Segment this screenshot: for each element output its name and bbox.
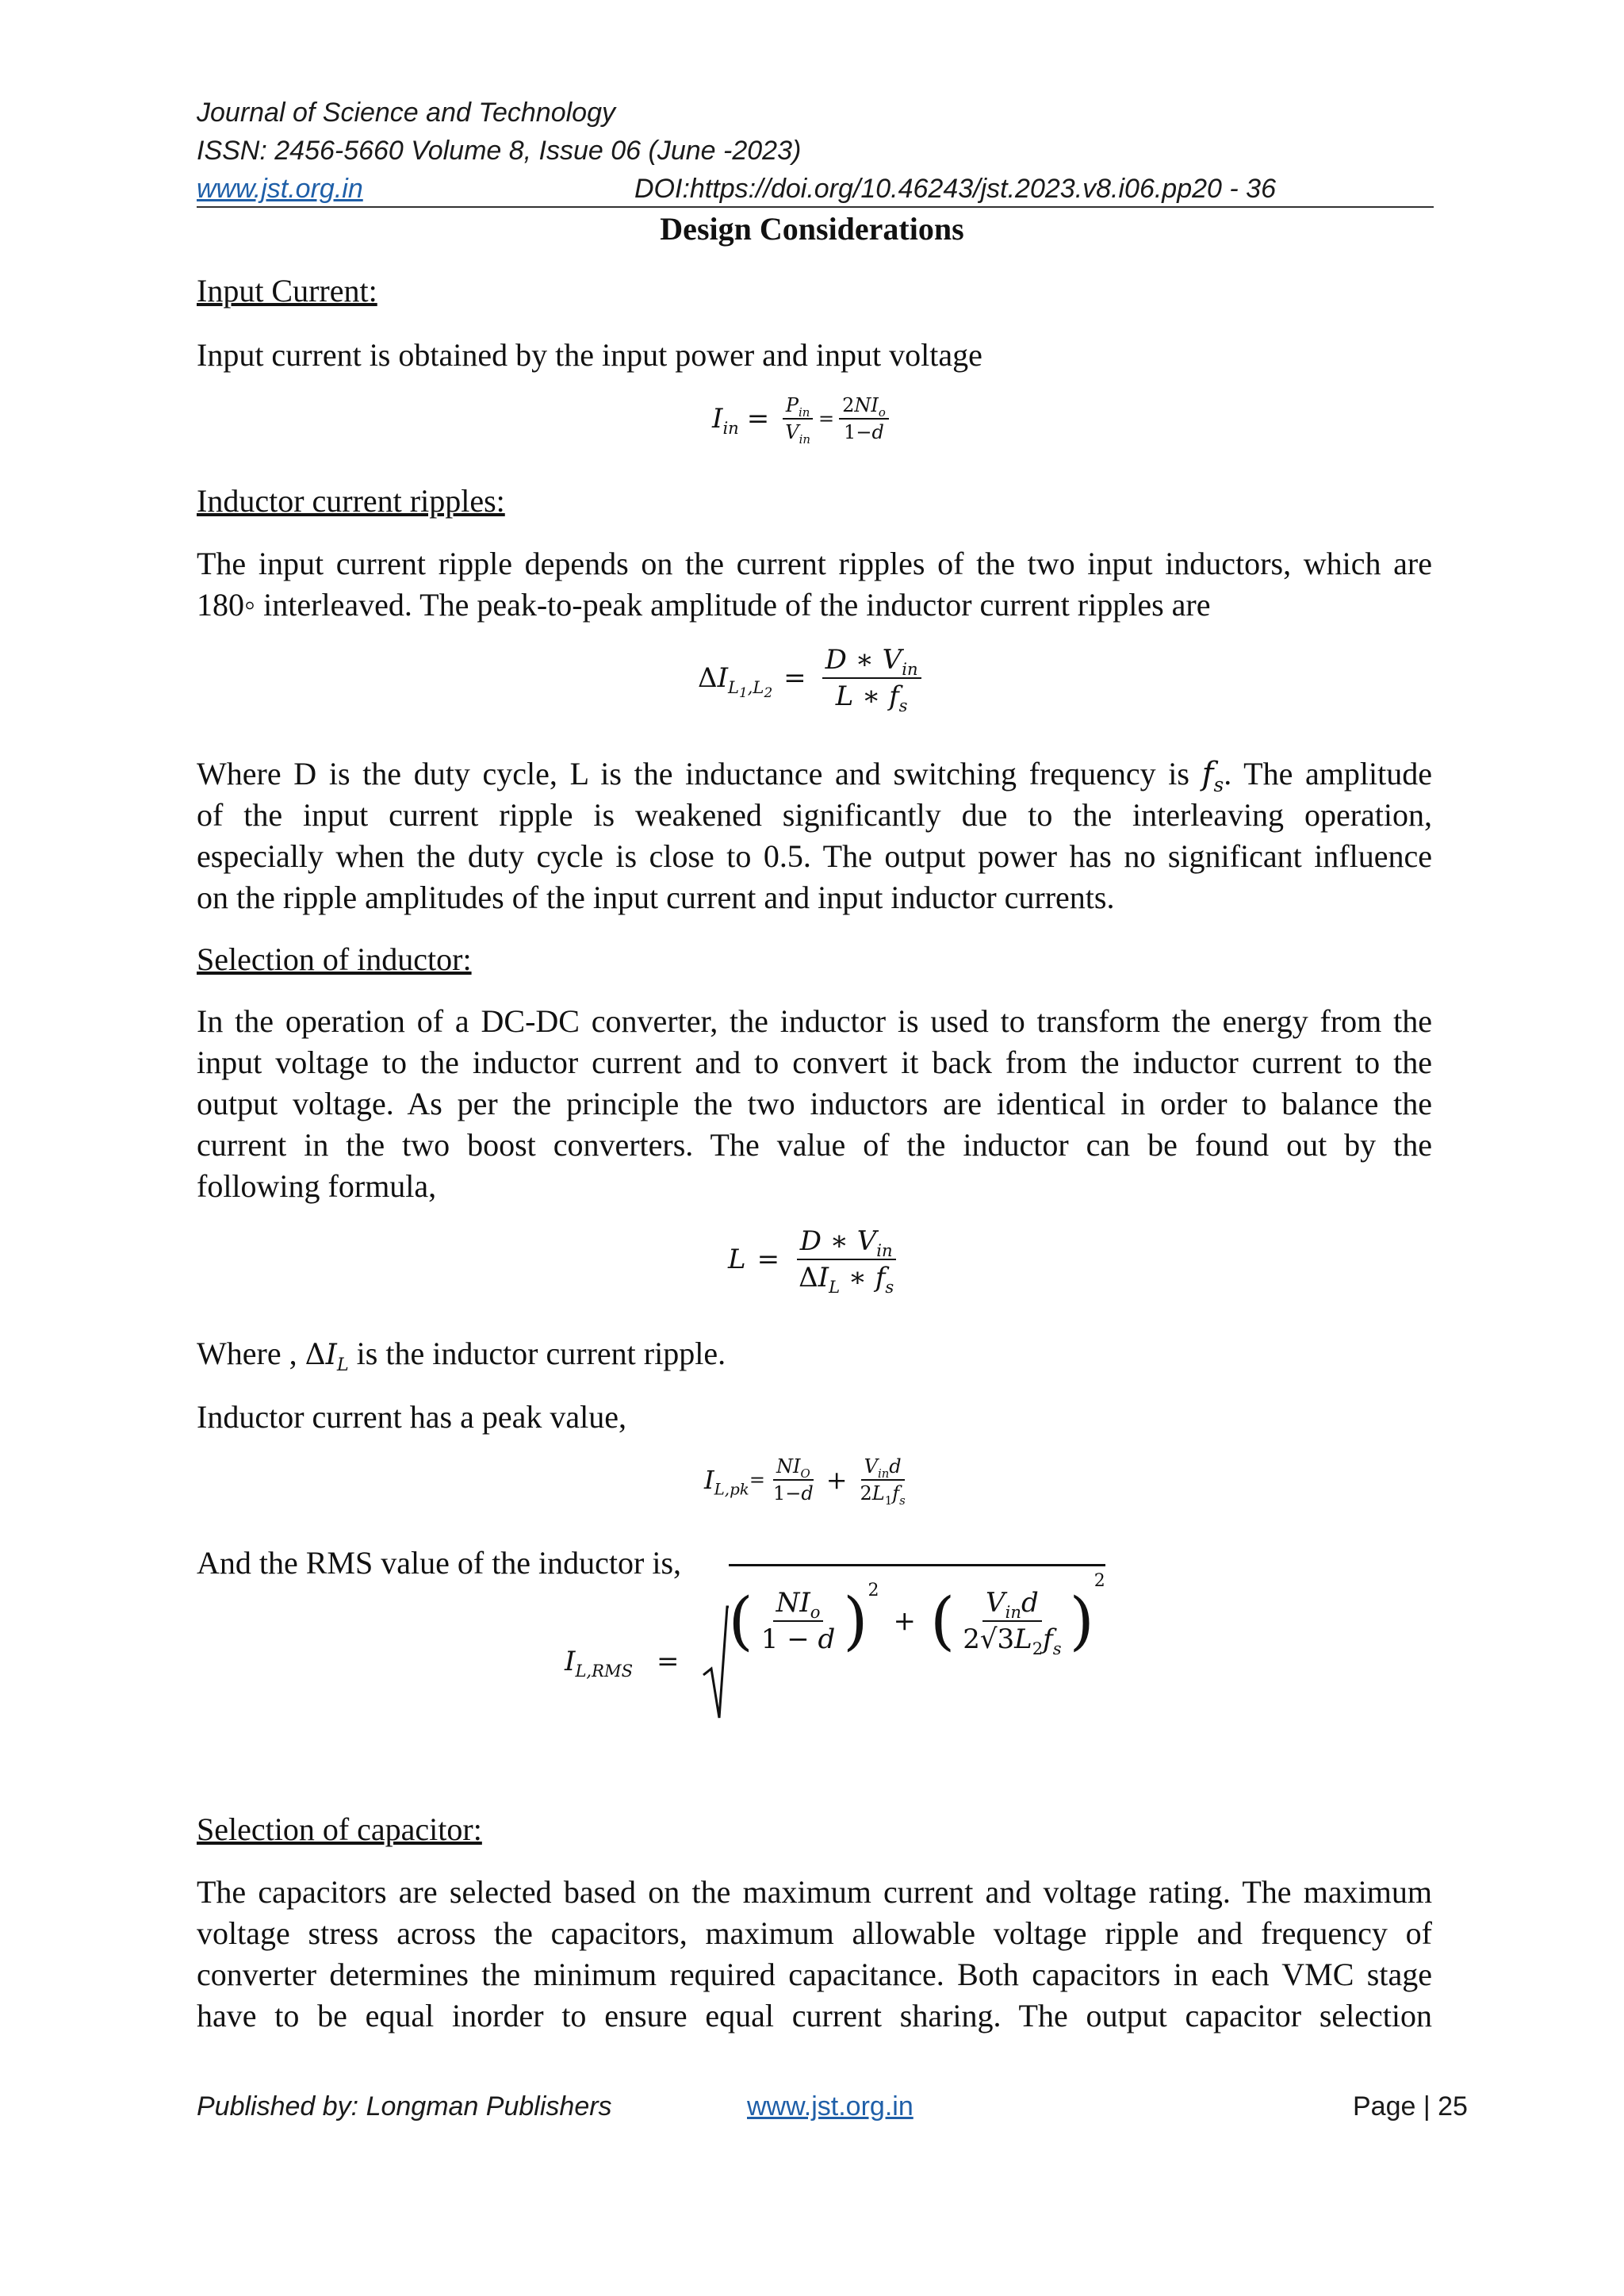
- journal-name: Journal of Science and Technology: [197, 98, 615, 128]
- section-title: Design Considerations: [660, 211, 964, 247]
- heading-inductor-ripples: Inductor current ripples:: [197, 483, 505, 519]
- equation-inductance: L = $\frac{D ∗ V_{in}}{\Delta I_L ∗ f_s}$: [728, 1225, 902, 1294]
- text-line: input voltage to the inductor current and to convert it back from the inductor current to the: [197, 1045, 1432, 1080]
- inductor-paragraph: [197, 1001, 1432, 1207]
- inductor-ripple-definition: Where , $\Delta I_L$ is the inductor current ripple.: [197, 1336, 726, 1376]
- heading-capacitor-selection: Selection of capacitor:: [197, 1811, 482, 1847]
- equation-input-current: $I_{in}$ = $\frac{P_{in}}{V_{in}}$ = $\frac{2NI_o}{1-d}$: [712, 394, 894, 443]
- text-line: of the input current ripple is weakened significantly due to the interleaving operation,: [197, 797, 1432, 833]
- peak-value-text: Inductor current has a peak value,: [197, 1399, 626, 1435]
- equation-peak-current: $I_{L,pk}$ = $\frac{NI_O}{1-d}$ + $\frac{V_{in}d}{2L_1f_s}$: [704, 1455, 906, 1508]
- text-line: current in the two boost converters. The value of the inductor can be found out by the: [197, 1127, 1432, 1163]
- heading-inductor-selection: Selection of inductor:: [197, 941, 472, 977]
- equation-ripple-amplitude: Δ $I_{L_1,L_2}$ = $\frac{D ∗ V_{in}}{L ∗ f_s}$: [698, 644, 926, 712]
- ripple-paragraph: [197, 543, 1432, 626]
- text-line: The capacitors are selected based on the maximum current and voltage rating. The maximum: [197, 1874, 1432, 1910]
- text-line: especially when the duty cycle is close to 0.5. The output power has no significant influence: [197, 838, 1432, 874]
- journal-issn: ISSN: 2456-5660 Volume 8, Issue 06 (June -2023): [197, 136, 802, 166]
- text-line: 180◦ interleaved. The peak-to-peak amplitude of the inductor current ripples are: [197, 587, 1211, 623]
- text-line: have to be equal inorder to ensure equal current sharing. The output capacitor selection: [197, 1998, 1432, 2033]
- header-divider: [197, 206, 1434, 208]
- text-line: Where D is the duty cycle, L is the inductance and switching frequency is $f_s$. The amplitude: [197, 756, 1433, 796]
- input-current-text: Input current is obtained by the input power and input voltage: [197, 337, 982, 373]
- rms-value-text: And the RMS value of the inductor is,: [197, 1545, 682, 1581]
- radical-sign: [702, 1602, 729, 1721]
- text-line: In the operation of a DC-DC converter, the inductor is used to transform the energy from the: [197, 1003, 1432, 1039]
- text-line: output voltage. As per the principle the two inductors are identical in order to balance the: [197, 1086, 1432, 1121]
- header-doi: DOI:https://doi.org/10.46243/jst.2023.v8.i06.pp20 - 36: [634, 174, 1276, 204]
- footer-publisher: Published by: Longman Publishers: [197, 2091, 612, 2122]
- duty-cycle-paragraph: [197, 753, 1432, 918]
- heading-input-current: Input Current:: [197, 273, 377, 309]
- footer-website-link[interactable]: www.jst.org.in: [747, 2091, 914, 2122]
- equation-rms-current: $I_{L,RMS}$ = ( $\frac{NI_o}{1 - d}$ ) $^2$ + ( $\frac{V_{in}d}{2√3L_2f_s}$ ) $^2$: [565, 1602, 1105, 1721]
- page-number: Page | 25: [1353, 2091, 1468, 2122]
- text-line: The input current ripple depends on the current ripples of the two input inductors, which are: [197, 546, 1432, 581]
- text-line: converter determines the minimum required capacitance. Both capacitors in each VMC stage: [197, 1957, 1432, 1992]
- text-line: voltage stress across the capacitors, maximum allowable voltage ripple and frequency of: [197, 1915, 1432, 1951]
- capacitor-paragraph: [197, 1872, 1432, 2037]
- square-root: ( $\frac{NI_o}{1 - d}$ ) $^2$ + ( $\frac{V_{in}d}{2√3L_2f_s}$ ) $^2$: [702, 1602, 1105, 1721]
- text-line: on the ripple amplitudes of the input current and input inductor currents.: [197, 880, 1115, 915]
- text-line: following formula,: [197, 1168, 437, 1204]
- header-website-link[interactable]: www.jst.org.in: [197, 174, 363, 204]
